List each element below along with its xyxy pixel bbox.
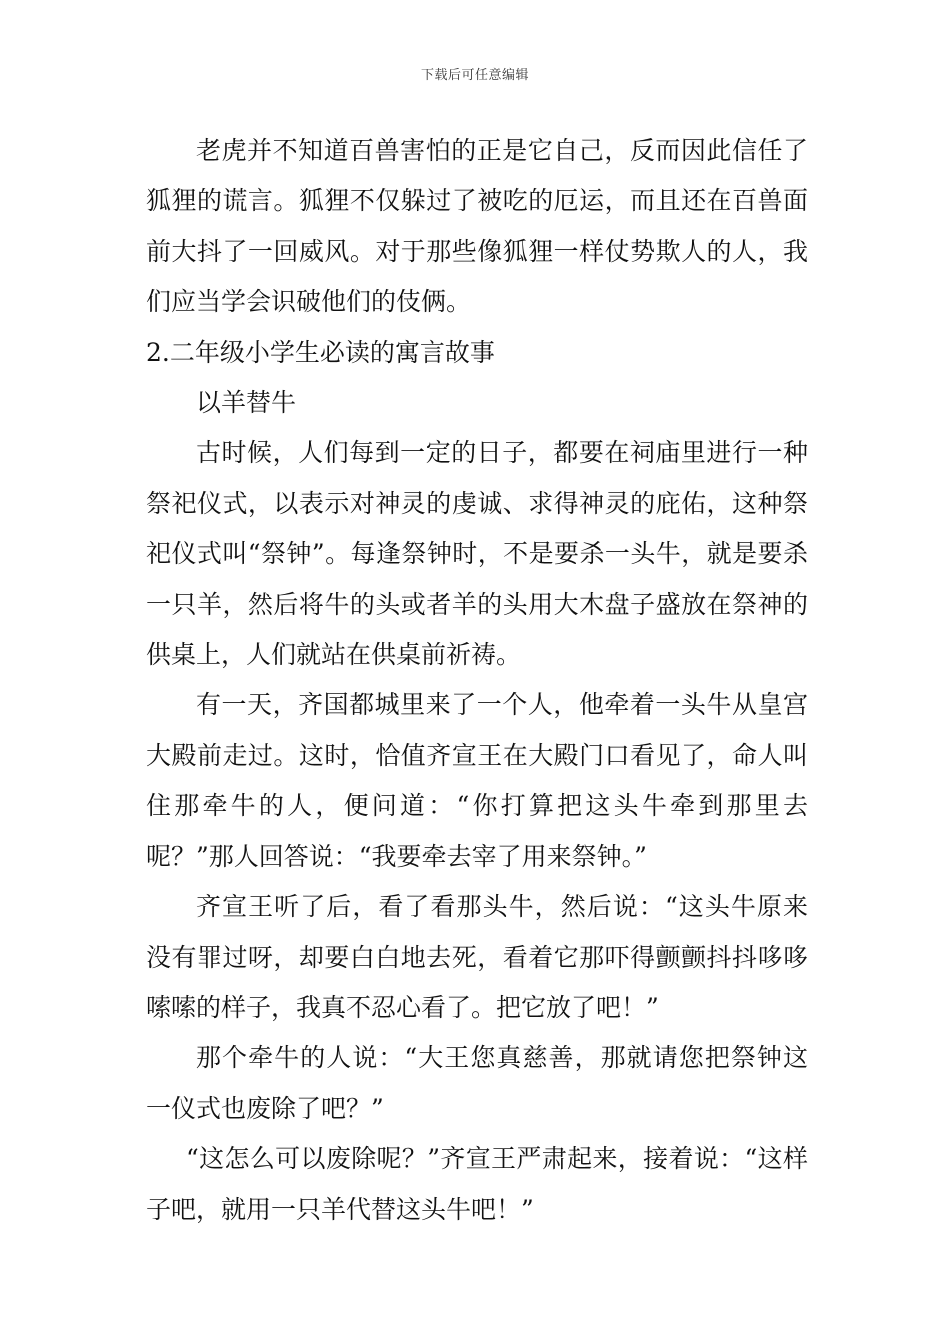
paragraph-tiger-conclusion: 老虎并不知道百兽害怕的正是它自己，反而因此信任了狐狸的谎言。狐狸不仅躲过了被吃的厄运，而且还在百兽面前大抖了一回威风。对于那些像狐狸一样仗势欺人的人，我们应当学会识破他们的伎俩。 bbox=[146, 136, 808, 317]
section-heading: 2.二年级小学生必读的寓言故事 bbox=[146, 337, 495, 367]
page-header: 下载后可任意编辑 bbox=[420, 68, 529, 83]
story-title: 以羊替牛 bbox=[196, 388, 297, 418]
paragraph-king-decision: “这怎么可以废除呢？”齐宣王严肃起来，接着说：“这样子吧，就用一只羊代替这头牛吧！” bbox=[146, 1144, 808, 1224]
document-body bbox=[146, 126, 808, 1235]
paragraph-king-mercy: 齐宣王听了后，看了看那头牛，然后说：“这头牛原来没有罪过呀，却要白白地去死，看着它那吓得颤颤抖抖哆哆嗦嗦的样子，我真不忍心看了。把它放了吧！” bbox=[146, 892, 808, 1022]
paragraph-ox-owner-reply: 那个牵牛的人说：“大王您真慈善，那就请您把祭钟这一仪式也废除了吧？” bbox=[146, 1043, 808, 1123]
paragraph-ox-passing: 有一天，齐国都城里来了一个人，他牵着一头牛从皇宫大殿前走过。这时，恰值齐宣王在大殿门口看见了，命人叫住那牵牛的人，便问道：“你打算把这头牛牵到那里去呢？”那人回答说：“我要牵去宰了用来祭钟。” bbox=[146, 690, 808, 871]
paragraph-ritual: 古时候，人们每到一定的日子，都要在祠庙里进行一种祭祀仪式，以表示对神灵的虔诚、求得神灵的庇佑，这种祭祀仪式叫“祭钟”。每逢祭钟时，不是要杀一头牛，就是要杀一只羊，然后将牛的头或者羊的头用大木盘子盛放在祭神的供桌上，人们就站在供桌前祈祷。 bbox=[146, 438, 808, 670]
